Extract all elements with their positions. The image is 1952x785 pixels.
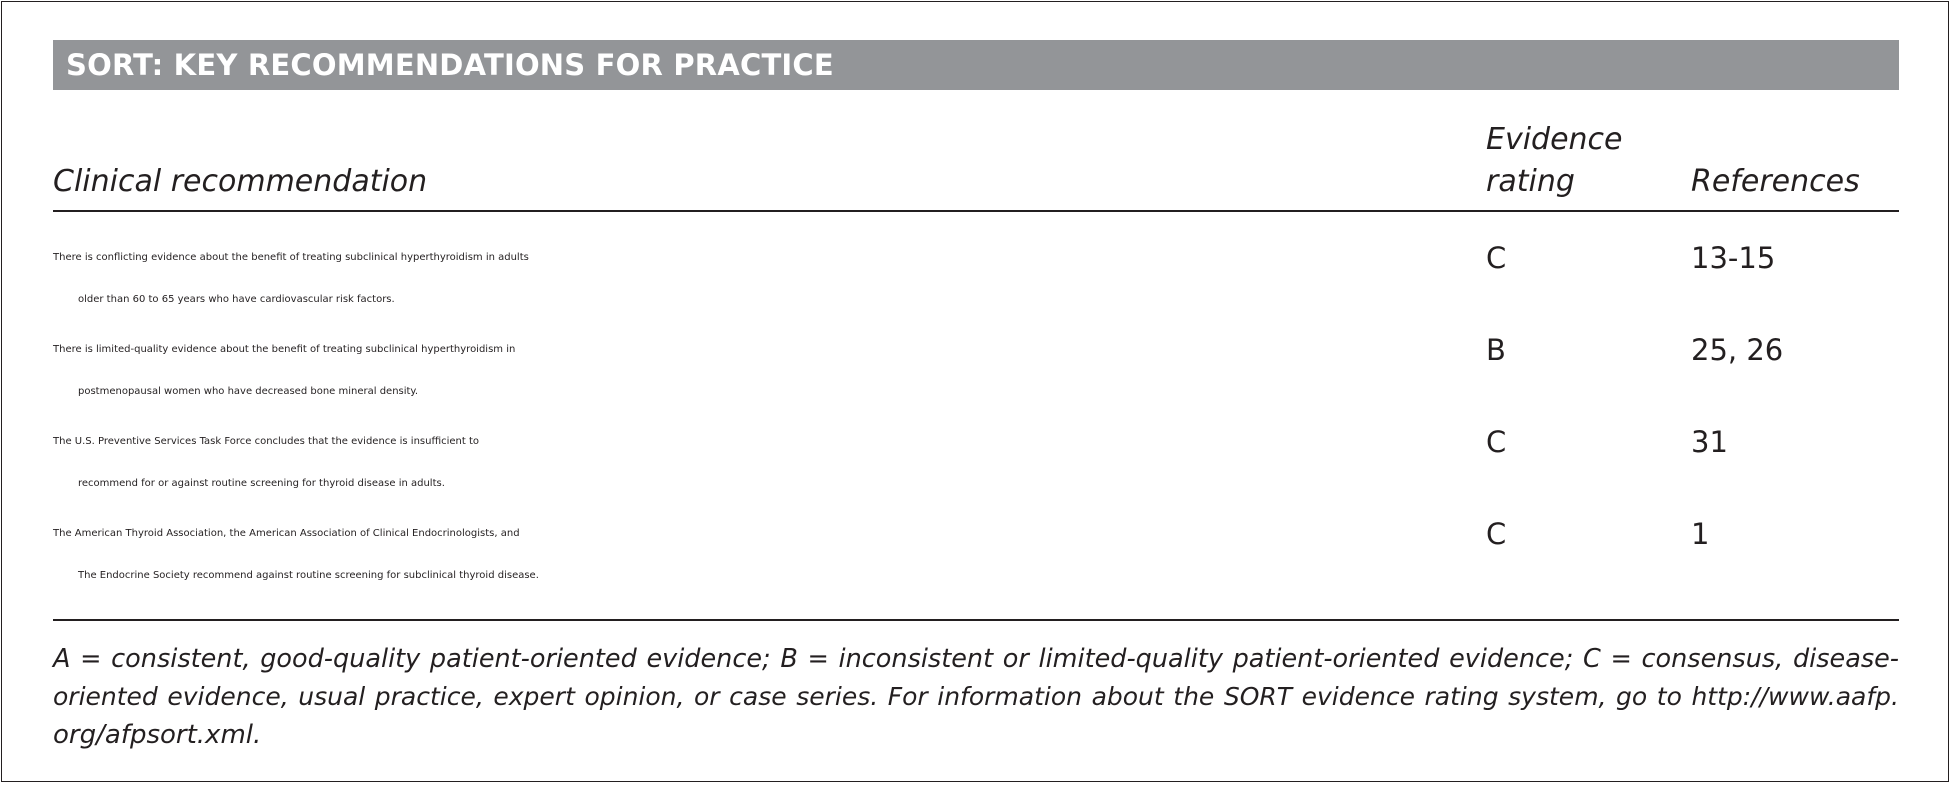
table-title: SORT: KEY RECOMMENDATIONS FOR PRACTICE: [53, 40, 1899, 90]
references-value: 31: [1691, 425, 1728, 459]
recommendation-text: There is limited-quality evidence about the benefit of treating subclinical hyperthyroidism in postmenopausal women who have decreased bone mineral density.: [53, 344, 516, 397]
table-row: [53, 513, 1899, 597]
column-header-recommendation: Clinical recommendation: [53, 164, 428, 199]
recommendation-text: There is conflicting evidence about the benefit of treating subclinical hyperthyroidism in adults older than 60 to 65 years who have cardiovascular risk factors.: [53, 252, 529, 305]
table-row: [53, 237, 1899, 321]
recommendation-text: The American Thyroid Association, the American Association of Clinical Endocrinologists, and The Endocrine Society recommend against routine screening for subclinical thyroid disease.: [53, 528, 539, 581]
evidence-rating: B: [1486, 333, 1506, 367]
column-header-rating-line2: rating: [1486, 164, 1575, 199]
evidence-rating: C: [1486, 517, 1507, 551]
column-header-references: References: [1691, 164, 1860, 199]
evidence-rating: C: [1486, 241, 1507, 275]
footnote: A = consistent, good-quality patient-oriented evidence; B = inconsistent or limited-quality patient-oriented evidence; C = consensus, disease- oriented evidence, usual practice, expert opinion, or case series. For information about the SORT evidence rating system, go to http://www.aafp. org/afpsort.xml.: [53, 644, 1899, 750]
table-bottom-divider: [53, 619, 1899, 621]
references-value: 25, 26: [1691, 333, 1784, 367]
header-divider: [53, 210, 1899, 212]
references-value: 13-15: [1691, 241, 1776, 275]
evidence-rating: C: [1486, 425, 1507, 459]
table-row: [53, 421, 1899, 505]
column-header-rating-line1: Evidence: [1486, 122, 1623, 157]
table-row: [53, 329, 1899, 413]
recommendation-text: The U.S. Preventive Services Task Force concludes that the evidence is insufficient to recommend for or against routine screening for thyroid disease in adults.: [53, 436, 480, 489]
references-value: 1: [1691, 517, 1710, 551]
